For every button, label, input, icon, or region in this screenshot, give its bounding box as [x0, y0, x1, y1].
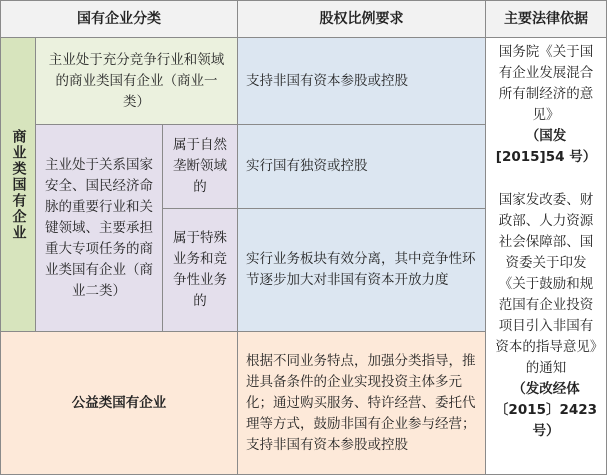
- legal-doc1-text: 国务院《关于国有企业发展混合所有制经济的意见》: [498, 44, 594, 123]
- commercial-type2-desc: 主业处于关系国家安全、国民经济命脉的重要行业和关键领域、主要承担重大专项任务的商业类国有企业（商业二类）: [35, 124, 163, 332]
- public-welfare-label: 公益类国有企业: [0, 331, 238, 475]
- header-legal-basis: 主要法律依据: [485, 0, 607, 38]
- legal-doc1-number: （国发[2015]54 号）: [495, 128, 597, 165]
- legal-doc2-number: （发改经体〔2015〕2423 号）: [494, 381, 598, 439]
- special-business-requirement: 实行业务板块有效分离，其中竞争性环节逐步加大对非国有资本开放力度: [237, 208, 486, 332]
- natural-monopoly-requirement: 实行国有独资或控股: [237, 124, 486, 209]
- special-business-label: 属于特殊业务和竞争性业务的: [162, 208, 238, 332]
- header-category: 国有企业分类: [0, 0, 238, 38]
- header-requirement: 股权比例要求: [237, 0, 486, 38]
- public-welfare-requirement: 根据不同业务特点，加强分类指导，推进具备条件的企业实现投资主体多元化；通过购买服务、特许经营、委托代理等方式，鼓励非国有企业参与经营；支持非国有资本参股或控股: [237, 331, 486, 475]
- commercial-type1-requirement: 支持非国有资本参股或控股: [237, 37, 486, 125]
- commercial-group-label: 商业类国有企业: [0, 37, 36, 332]
- legal-basis-cell: [485, 37, 607, 475]
- legal-doc2-text: 国家发改委、财政部、人力资源社会保障部、国资委关于印发《关于鼓励和规范国有企业投资项目引入非国有资本的指导意见》的通知: [495, 192, 597, 376]
- natural-monopoly-label: 属于自然垄断领域的: [162, 124, 238, 209]
- commercial-type1-desc: 主业处于充分竞争行业和领域的商业类国有企业（商业一类）: [35, 37, 238, 125]
